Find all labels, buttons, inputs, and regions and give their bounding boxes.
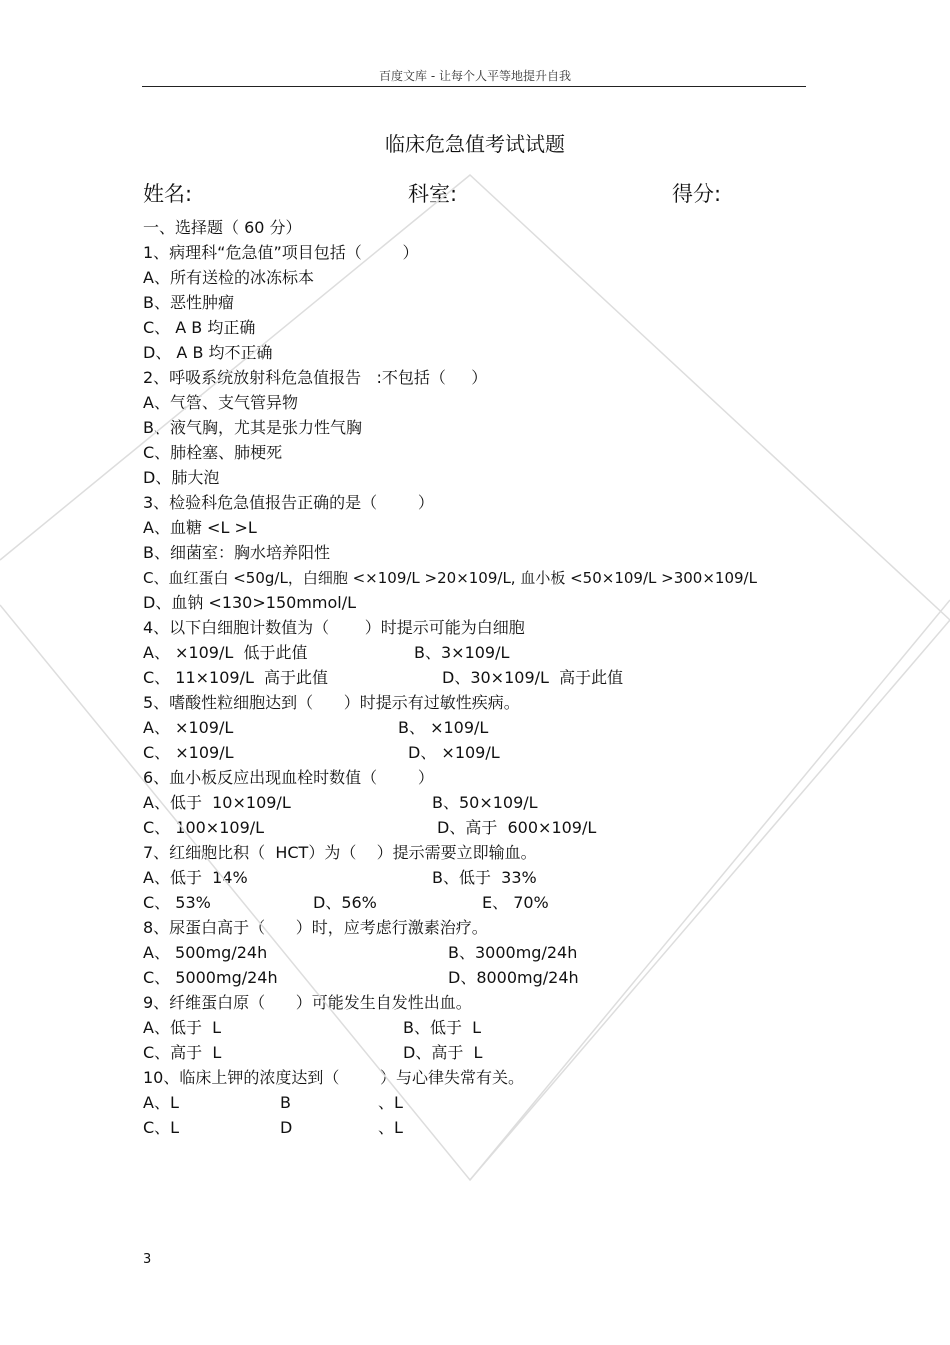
q5-option-d: D、 ×109/L: [408, 743, 500, 762]
q9-option-b: B、低于 L: [403, 1018, 482, 1037]
q8-option-c: C、 5000mg/24h: [143, 968, 278, 987]
question-6: 6、血小板反应出现血栓时数值（ ）: [143, 768, 434, 787]
q10-option-c: C、L: [143, 1118, 180, 1137]
q7-option-e: E、 70%: [482, 893, 549, 912]
page-header: 百度文库 - 让每个人平等地提升自我: [379, 69, 571, 83]
q7-option-b: B、低于 33%: [432, 868, 537, 887]
q8-option-d: D、8000mg/24h: [448, 968, 579, 987]
q9-option-c: C、高于 L: [143, 1043, 222, 1062]
q6-option-d: D、高于 600×109/L: [437, 818, 597, 837]
name-label: 姓名:: [143, 182, 193, 206]
question-10: 10、临床上钾的浓度达到（ ）与心律失常有关。: [143, 1068, 525, 1087]
q6-option-c: C、 100×109/L: [143, 818, 265, 837]
q6-option-a: A、低于 10×109/L: [143, 793, 291, 812]
section-heading: 一、选择题（ 60 分）: [143, 218, 302, 237]
q4-option-a: A、 ×109/L 低于此值: [143, 643, 308, 662]
question-7: 7、红细胞比积（ HCT）为（ ）提示需要立即输血。: [143, 843, 537, 862]
q4-option-d: D、30×109/L 高于此值: [442, 668, 624, 687]
q4-option-b: B、3×109/L: [414, 643, 510, 662]
q3-option-c: C、血红蛋白 <50g/L，白细胞 <×109/L >20×109/L, 血小板 <50×109/L >300×109/L: [143, 569, 757, 587]
q8-option-a: A、 500mg/24h: [143, 943, 268, 962]
question-2: 2、呼吸系统放射科危急值报告 :不包括（ ）: [143, 368, 488, 387]
q3-option-b: B、细菌室：胸水培养阳性: [143, 543, 330, 562]
q6-option-b: B、50×109/L: [432, 793, 538, 812]
q7-option-c: C、 53%: [143, 893, 211, 912]
q5-option-c: C、 ×109/L: [143, 743, 234, 762]
q5-option-a: A、 ×109/L: [143, 718, 234, 737]
q8-option-b: B、3000mg/24h: [448, 943, 578, 962]
dept-label: 科室:: [408, 182, 458, 206]
q1-option-a: A、所有送检的冰冻标本: [143, 268, 314, 287]
q7-option-a: A、低于 14%: [143, 868, 248, 887]
q10-option-a: A、L: [143, 1093, 179, 1112]
page-title: 临床危急值考试试题: [385, 132, 565, 156]
q3-option-d: D、血钠 <130>150mmol/L: [143, 593, 357, 612]
q2-option-d: D、肺大泡: [143, 468, 220, 487]
q2-option-a: A、气管、支气管异物: [143, 393, 298, 412]
page-number: 3: [143, 1252, 152, 1267]
q9-option-d: D、高于 L: [403, 1043, 483, 1062]
q5-option-b: B、 ×109/L: [398, 718, 489, 737]
question-1: 1、病理科“危急值”项目包括（ ）: [143, 243, 419, 262]
question-5: 5、嗜酸性粒细胞达到（ ）时提示有过敏性疾病。: [143, 693, 520, 712]
q10-option-d-value: 、L: [378, 1118, 403, 1137]
question-9: 9、纤维蛋白原（ ）可能发生自发性出血。: [143, 993, 472, 1012]
q10-option-d: D: [280, 1118, 293, 1137]
q2-option-c: C、肺栓塞、肺梗死: [143, 443, 283, 462]
q2-option-b: B、液气胸，尤其是张力性气胸: [143, 418, 362, 437]
q3-option-a: A、血糖 <L >L: [143, 518, 257, 537]
question-8: 8、尿蛋白高于（ ）时，应考虑行激素治疗。: [143, 918, 488, 937]
q7-option-d: D、56%: [313, 893, 377, 912]
q1-option-b: B、恶性肿瘤: [143, 293, 234, 312]
q1-option-c: C、 A B 均正确: [143, 318, 256, 337]
q1-option-d: D、 A B 均不正确: [143, 343, 273, 362]
q10-option-b-value: 、L: [378, 1093, 403, 1112]
question-4: 4、以下白细胞计数值为（ ）时提示可能为白细胞: [143, 618, 525, 637]
score-label: 得分:: [672, 182, 722, 206]
q10-option-b: B: [280, 1093, 291, 1112]
q9-option-a: A、低于 L: [143, 1018, 222, 1037]
question-3: 3、检验科危急值报告正确的是（ ）: [143, 493, 434, 512]
q4-option-c: C、 11×109/L 高于此值: [143, 668, 329, 687]
header-divider: [142, 86, 806, 87]
